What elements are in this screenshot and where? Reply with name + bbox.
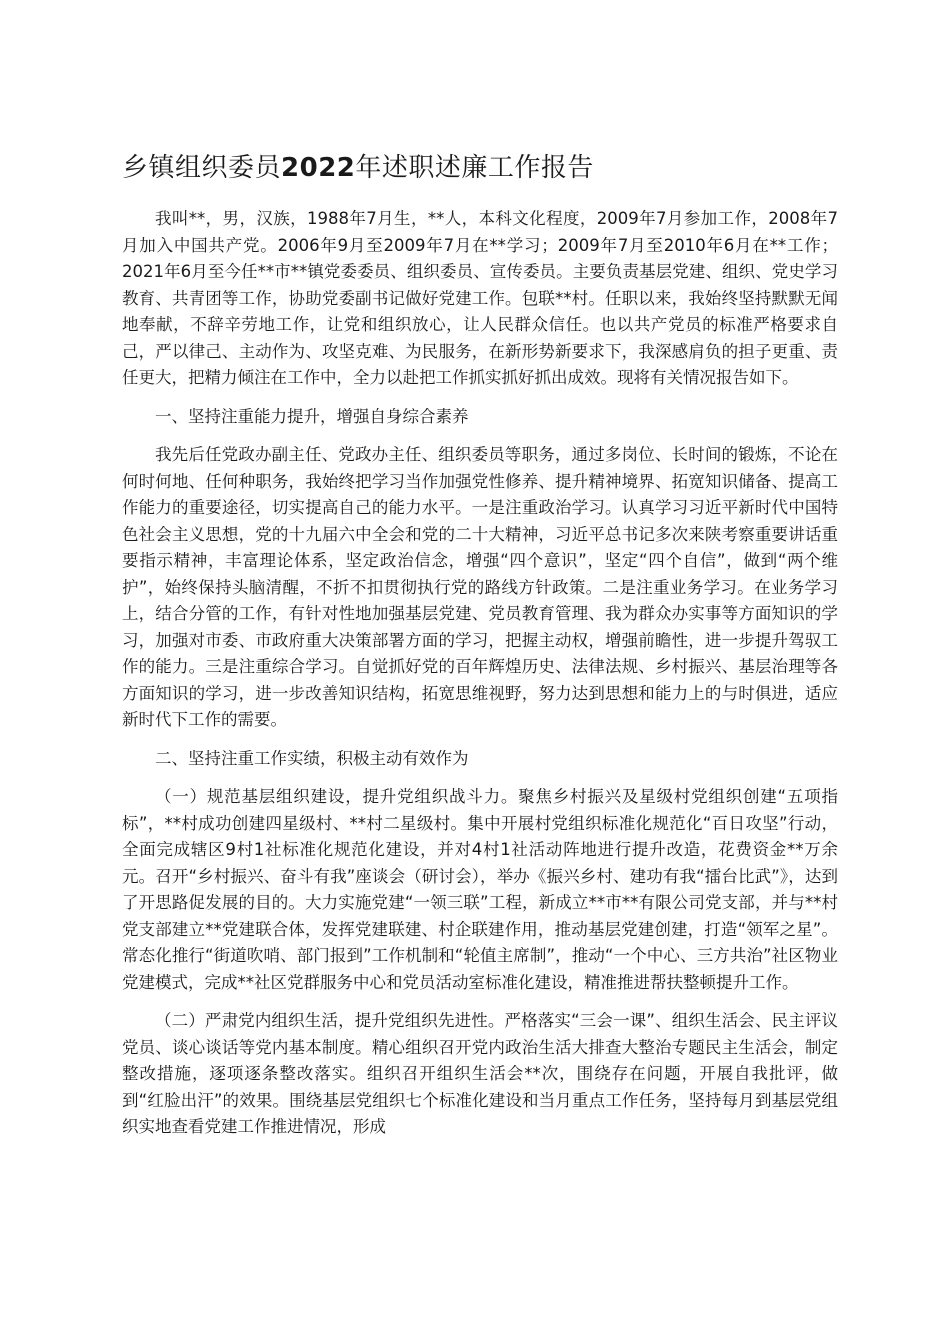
title-year: 2022	[281, 153, 356, 183]
section-2-item-1: （一）规范基层组织建设，提升党组织战斗力。聚焦乡村振兴及星级村党组织创建“五项指标”，**村成功创建四星级村、**村二星级村。集中开展村党组织标准化规范化“百日攻坚”行动，全面完成辖区9村1社标准化规范化建设，并对4村1社活动阵地进行提升改造，花费资金**万余元。召开“乡村振兴、奋斗有我”座谈会（研讨会），举办《振兴乡村、建功有我“擂台比武”》，达到了开思路促发展的目的。大力实施党建“一领三联”工程，新成立**市**有限公司党支部，并与**村党支部建立**党建联合体，发挥党建联建、村企联建作用，推动基层党建创建，打造“领军之星”。常态化推行“街道吹哨、部门报到”工作机制和“轮值主席制”，推动“一个中心、三方共治”社区物业党建模式，完成**社区党群服务中心和党员活动室标准化建设，精准推进帮扶整顿提升工作。	[122, 787, 838, 992]
title-suffix: 年述职述廉工作报告	[355, 153, 594, 183]
section-1-body: 我先后任党政办副主任、党政办主任、组织委员等职务，通过多岗位、长时间的锻炼，不论在何时何地、任何种职务，我始终把学习当作加强党性修养、提升精神境界、拓宽知识储备、提高工作能力的重要途径，切实提高自己的能力水平。一是注重政治学习。认真学习习近平新时代中国特色社会主义思想，党的十九届六中全会和党的二十大精神，习近平总书记多次来陕考察重要讲话重要指示精神，丰富理论体系，坚定政治信念，增强“四个意识”，坚定“四个自信”，做到“两个维护”，始终保持头脑清醒，不折不扣贯彻执行党的路线方针政策。二是注重业务学习。在业务学习上，结合分管的工作，有针对性地加强基层党建、党员教育管理、我为群众办实事等方面知识的学习，加强对市委、市政府重大决策部署方面的学习，把握主动权，增强前瞻性，进一步提升驾驭工作的能力。三是注重综合学习。自觉抓好党的百年辉煌历史、法律法规、乡村振兴、基层治理等各方面知识的学习，进一步改善知识结构，拓宽思维视野，努力达到思想和能力上的与时俱进，适应新时代下工作的需要。	[122, 445, 838, 729]
intro-paragraph: 我叫**，男，汉族，1988年7月生，**人，本科文化程度，2009年7月参加工作，2008年7月加入中国共产党。2006年9月至2009年7月在**学习；2009年7月至2010年6月在**工作；2021年6月至今任**市**镇党委委员、组织委员、宣传委员。主要负责基层党建、组织、党史学习教育、共青团等工作，协助党委副书记做好党建工作。包联**村。任职以来，我始终坚持默默无闻地奉献，不辞辛劳地工作，让党和组织放心，让人民群众信任。也以共产党员的标准严格要求自己，严以律己、主动作为、攻坚克难、为民服务，在新形势新要求下，我深感肩负的担子更重、责任更大，把精力倾注在工作中，全力以赴把工作抓实抓好抓出成效。现将有关情况报告如下。	[122, 209, 838, 387]
title-prefix: 乡镇组织委员	[122, 153, 282, 183]
document-page	[122, 150, 838, 1153]
document-title	[122, 150, 838, 186]
section-1-heading: 一、坚持注重能力提升，增强自身综合素养	[155, 406, 469, 426]
section-2-heading: 二、坚持注重工作实绩，积极主动有效作为	[155, 748, 469, 768]
section-2-item-2: （二）严肃党内组织生活，提升党组织先进性。严格落实“三会一课”、组织生活会、民主评议党员、谈心谈话等党内基本制度。精心组织召开党内政治生活大排查大整治专题民主生活会，制定整改措施，逐项逐条整改落实。组织召开组织生活会**次，围绕存在问题，开展自我批评，做到“红脸出汗”的效果。围绕基层党组织七个标准化建设和当月重点工作任务，坚持每月到基层党组织实地查看党建工作推进情况，形成	[122, 1011, 838, 1136]
